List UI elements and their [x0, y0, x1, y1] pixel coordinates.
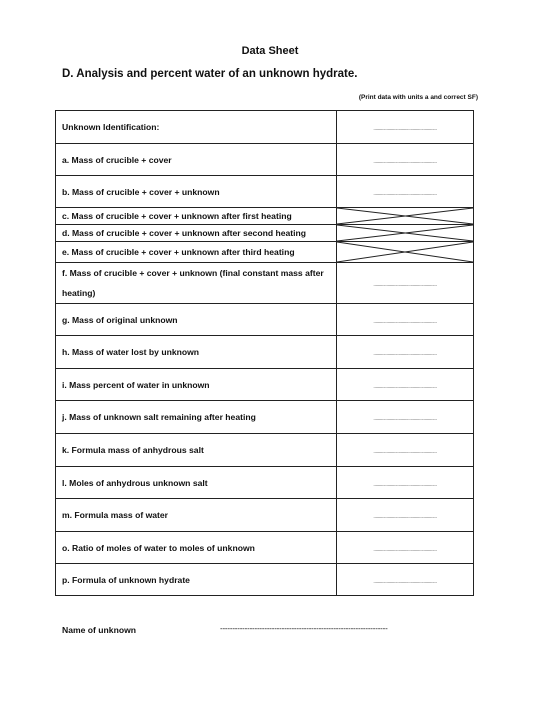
footer-label: Name of unknown [62, 625, 137, 635]
blank-line: .......................................................... [373, 351, 437, 357]
crossed-out-cell [337, 242, 474, 263]
blank-line: .......................................................... [373, 578, 437, 585]
cross-out-mark [337, 208, 473, 224]
blank-line: .......................................................... [373, 514, 437, 520]
value-entry-field[interactable] [337, 369, 474, 401]
value-entry-field[interactable] [337, 564, 474, 596]
blank-line: .......................................................... [373, 158, 437, 165]
row-label: g. Mass of original unknown [56, 304, 337, 336]
value-entry-field[interactable] [337, 434, 474, 467]
blank-line: .......................................................... [373, 318, 437, 325]
section-heading: D. Analysis and percent water of an unknown hydrate. [62, 68, 358, 80]
blank-line: .......................................................... [373, 383, 437, 390]
blank-line: .......................................................... [373, 481, 437, 488]
row-label: o. Ratio of moles of water to moles of unknown [56, 532, 337, 564]
table-row [56, 242, 474, 263]
table-row [56, 499, 474, 532]
table-row [56, 111, 474, 144]
row-label: f. Mass of crucible + cover + unknown (final constant mass after heating) [56, 263, 337, 304]
crossed-out-cell [337, 225, 474, 242]
blank-line: .......................................................... [373, 190, 437, 197]
row-label: k. Formula mass of anhydrous salt [56, 434, 337, 467]
row-label: l. Moles of anhydrous unknown salt [56, 467, 337, 499]
table-row [56, 225, 474, 242]
data-table [55, 110, 474, 596]
row-label: c. Mass of crucible + cover + unknown after first heating [56, 208, 337, 225]
table-row [56, 176, 474, 208]
value-entry-field[interactable] [337, 336, 474, 369]
value-entry-field[interactable] [337, 144, 474, 176]
table-row [56, 304, 474, 336]
value-entry-field[interactable] [337, 401, 474, 434]
value-entry-field[interactable] [337, 499, 474, 532]
row-label: b. Mass of crucible + cover + unknown [56, 176, 337, 208]
value-entry-field[interactable] [337, 304, 474, 336]
row-label: a. Mass of crucible + cover [56, 144, 337, 176]
value-entry-field[interactable] [337, 532, 474, 564]
page-title: Data Sheet [241, 45, 299, 57]
cross-out-mark [337, 225, 473, 241]
row-label: j. Mass of unknown salt remaining after heating [56, 401, 337, 434]
blank-line: .......................................................... [373, 282, 437, 288]
value-entry-field[interactable] [337, 263, 474, 304]
table-row [56, 564, 474, 596]
value-entry-field[interactable] [337, 467, 474, 499]
row-label: Unknown Identification: [56, 111, 337, 144]
value-entry-field[interactable] [337, 111, 474, 144]
blank-line: .......................................................... [373, 546, 437, 553]
row-label: p. Formula of unknown hydrate [56, 564, 337, 596]
table-row [56, 532, 474, 564]
blank-line: .......................................................... [373, 449, 437, 455]
row-label: e. Mass of crucible + cover + unknown after third heating [56, 242, 337, 263]
cross-out-mark [337, 242, 473, 262]
row-label: h. Mass of water lost by unknown [56, 336, 337, 369]
table-row [56, 208, 474, 225]
table-row [56, 434, 474, 467]
table-row [56, 144, 474, 176]
footer-answer-line[interactable]: -------------------------------------------------------------------- [220, 624, 388, 633]
instruction-note: (Print data with units a and correct SF) [358, 94, 478, 101]
row-label: m. Formula mass of water [56, 499, 337, 532]
table-row [56, 467, 474, 499]
blank-line: .......................................................... [373, 126, 437, 132]
value-entry-field[interactable] [337, 176, 474, 208]
table-row [56, 369, 474, 401]
row-label: i. Mass percent of water in unknown [56, 369, 337, 401]
table-row [56, 263, 474, 304]
blank-line: .......................................................... [373, 416, 437, 422]
row-label: d. Mass of crucible + cover + unknown after second heating [56, 225, 337, 242]
table-row [56, 336, 474, 369]
crossed-out-cell [337, 208, 474, 225]
table-row [56, 401, 474, 434]
